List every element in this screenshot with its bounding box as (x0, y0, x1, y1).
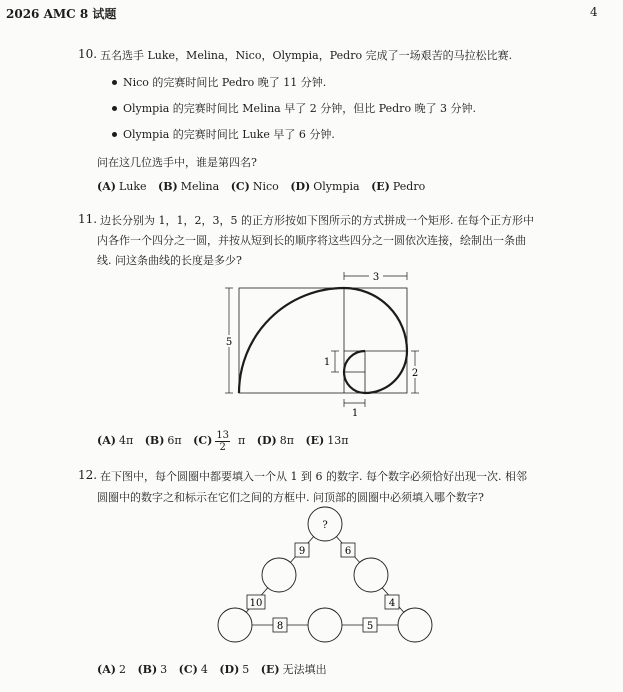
q10-bullet-2: Olympia 的完赛时间比 Melina 早了 2 分钟，但比 Pedro 晚了 3 分钟. (123, 102, 477, 115)
header-title: 2026 AMC 8 试题 (6, 7, 117, 21)
box-lower-right: 4 (388, 598, 396, 609)
box-bottom-right: 5 (366, 621, 374, 632)
q10-bullet-dot-2 (112, 106, 117, 111)
label-bottom: 1 (351, 408, 359, 419)
q10-question: 问在这几位选手中，谁是第四名? (97, 156, 257, 169)
q11-fraction: $\frac{13}{2}$ (216, 429, 230, 453)
q11-line-1: 边长分别为 1，1，2，3，5 的正方形按如下图所示的方式拼成一个矩形. 在每个正方形中 (100, 214, 534, 227)
circle-bottom-left (218, 608, 252, 642)
box-bottom-left: 8 (276, 621, 284, 632)
q11-choice-e[interactable]: (E) 13π (305, 434, 349, 447)
circle-upper-left (262, 558, 296, 592)
label-right: 2 (411, 368, 419, 379)
label-top: 3 (372, 272, 380, 283)
box-upper-right: 6 (344, 546, 352, 557)
q12-choice-c[interactable]: (C) 4 (178, 663, 208, 676)
circle-upper-right (354, 558, 388, 592)
spiral-curve (239, 288, 407, 393)
q10-choice-e[interactable]: (E) Pedro (371, 180, 426, 193)
q11-choice-b[interactable]: (B) 6π (144, 434, 182, 447)
page-number: 4 (590, 5, 598, 19)
q10-choice-a[interactable]: (A) Luke (97, 180, 147, 193)
q10-bullet-dot-1 (112, 80, 117, 85)
label-inner-left: 1 (323, 357, 331, 368)
q11-choice-c[interactable]: (C) $\frac{13}{2}$ π (193, 429, 246, 453)
spiral-figure (215, 270, 430, 420)
q10-bullet-3: Olympia 的完赛时间比 Luke 早了 6 分钟. (123, 128, 335, 141)
top-circle-question: ? (322, 520, 328, 531)
q11-choice-d[interactable]: (D) 8π (256, 434, 294, 447)
q10-choices (97, 180, 433, 193)
q11-choices (97, 429, 357, 453)
box-upper-left: 9 (298, 546, 306, 557)
q10-stem: 五名选手 Luke，Melina，Nico，Olympia，Pedro 完成了一场艰苦的马拉松比赛. (100, 49, 513, 62)
q11-line-2: 内各作一个四分之一圆，并按从短到长的顺序将这些四分之一圆依次连接，绘制出一条曲 (97, 234, 526, 247)
q10-choice-c[interactable]: (C) Nico (230, 180, 279, 193)
q10-number: 10. (78, 47, 98, 61)
q12-choice-a[interactable]: (A) 2 (97, 663, 126, 676)
circle-bottom-middle (308, 608, 342, 642)
q11-line-3: 线. 问这条曲线的长度是多少? (97, 254, 242, 267)
triangle-figure (205, 505, 445, 655)
q10-bullet-1: Nico 的完赛时间比 Pedro 晚了 11 分钟. (123, 76, 327, 89)
q12-choice-e[interactable]: (E) 无法填出 (260, 663, 327, 676)
box-lower-left: 10 (249, 598, 263, 609)
circle-bottom-right (398, 608, 432, 642)
q12-choices (97, 661, 335, 677)
q11-choice-a[interactable]: (A) 4π (97, 434, 134, 447)
q12-number: 12. (78, 468, 98, 482)
q12-choice-d[interactable]: (D) 5 (219, 663, 250, 676)
outer-rectangle (239, 288, 407, 393)
q10-choice-b[interactable]: (B) Melina (158, 180, 220, 193)
q12-line-2: 圆圈中的数字之和标示在它们之间的方框中. 问顶部的圆圈中必须填入哪个数字? (97, 491, 484, 504)
q10-choice-d[interactable]: (D) Olympia (290, 180, 360, 193)
q10-bullet-dot-3 (112, 132, 117, 137)
label-left: 5 (225, 337, 233, 348)
q12-choice-b[interactable]: (B) 3 (137, 663, 168, 676)
q12-line-1: 在下图中，每个圆圈中都要填入一个从 1 到 6 的数字. 每个数字必须恰好出现一次. 相邻 (100, 470, 527, 483)
q11-number: 11. (78, 212, 98, 226)
